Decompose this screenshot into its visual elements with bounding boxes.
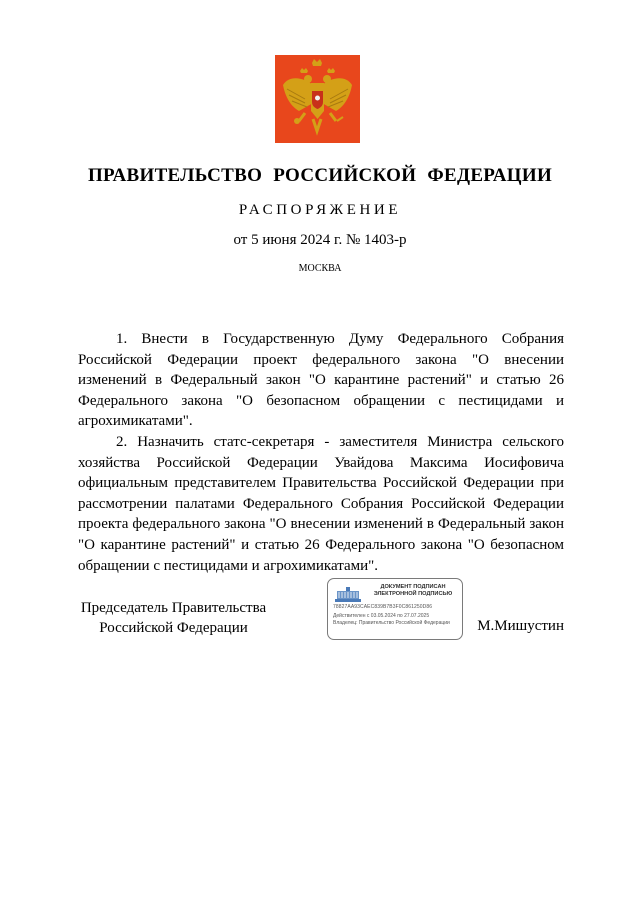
signatory-position [76, 598, 271, 638]
certificate-serial: 78827AA93CAEC839B7B3F0C861250D86 [333, 604, 433, 610]
coat-of-arms-icon [275, 55, 360, 143]
certificate-owner: Владелец: Правительство Российской Федерации [333, 620, 450, 626]
stamp-heading-line-2: ЭЛЕКТРОННОЙ ПОДПИСЬЮ [373, 591, 453, 597]
paragraph-1: 1. Внести в Государственную Думу Федерального Собрания Российской Федерации проект федерального закона "О внесении изменений в Федеральный закон "О карантине растений" и статью 26 Федерального закона "О безопасном обращении с пестицидами и агрохимикатами". [78, 331, 564, 430]
certificate-validity: Действителен с 03.05.2024 по 27.07.2025 [333, 613, 430, 619]
signatory-name: М.Мишустин [477, 618, 564, 634]
document-city: МОСКВА [298, 263, 342, 274]
signatory-position-line-2: Российской Федерации [99, 620, 248, 636]
signatory-position-line-1: Председатель Правительства [80, 600, 267, 616]
stamp-heading-line-1: ДОКУМЕНТ ПОДПИСАН [380, 584, 446, 590]
stamp-heading [366, 584, 460, 598]
paragraph-2: 2. Назначить статс-секретаря - заместителя Министра сельского хозяйства Российской Федерации Увайдова Максима Иосифовича официальным представителем Правительства Российской Федерации при рассмотрении палатами Федерального Собрания Российской Федерации проекта федерального закона "О внесении изменений в Федеральный закон "О карантине растений" и статью 26 Федерального закона "О безопасном обращении с пестицидами и агрохимикатами". [78, 433, 564, 574]
document-date-number: от 5 июня 2024 г. № 1403-р [233, 232, 407, 248]
electronic-signature-stamp [327, 578, 463, 640]
document-type: РАСПОРЯЖЕНИЕ [238, 202, 402, 218]
issuer-title: ПРАВИТЕЛЬСТВО РОССИЙСКОЙ ФЕДЕРАЦИИ [87, 165, 553, 186]
government-building-icon [334, 585, 362, 603]
document-body [78, 329, 564, 576]
